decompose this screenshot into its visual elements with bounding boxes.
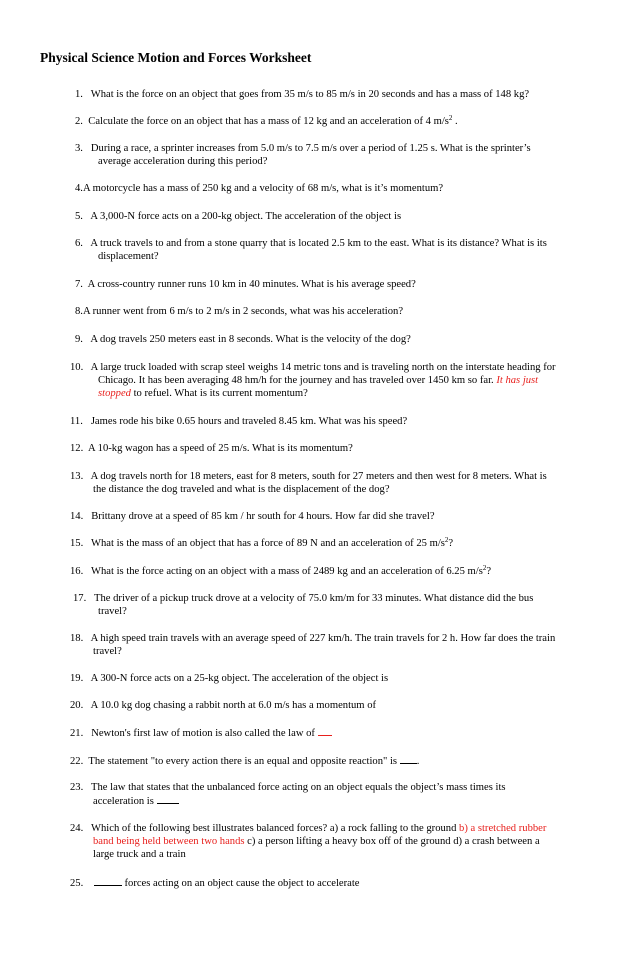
question-text-line3: to refuel. What is its current momentum? bbox=[130, 388, 308, 399]
question-text-line2: displacement? bbox=[98, 251, 159, 262]
question-25 bbox=[70, 876, 360, 891]
question-number: 21. bbox=[70, 728, 84, 739]
highlighted-text: stopped bbox=[98, 388, 131, 399]
question-number: 3. bbox=[75, 143, 83, 154]
question-text: A 10-kg wagon has a speed of 25 m/s. What is its momentum? bbox=[87, 443, 353, 454]
question-13-line2 bbox=[93, 483, 390, 497]
question-text: 4.A motorcycle has a mass of 250 kg and a velocity of 68 m/s, what is it’s momentum? bbox=[75, 183, 444, 194]
question-6 bbox=[75, 237, 547, 251]
question-text: A 300-N force acts on a 25-kg object. The acceleration of the object is bbox=[90, 673, 389, 684]
question-text: forces acting on an object cause the object to accelerate bbox=[121, 878, 360, 889]
question-text-line2: Chicago. It has been averaging 48 hm/h for the journey and has traveled over 1450 km so far. bbox=[98, 375, 497, 386]
question-number: 13. bbox=[70, 471, 84, 482]
question-10 bbox=[70, 361, 556, 375]
answer-blank[interactable] bbox=[400, 754, 417, 764]
question-number: 6. bbox=[75, 238, 83, 249]
question-13 bbox=[70, 470, 547, 484]
superscript: 2 bbox=[482, 564, 487, 572]
question-12 bbox=[70, 442, 353, 456]
question-number: 25. bbox=[70, 878, 84, 889]
question-10-line2 bbox=[98, 374, 538, 388]
question-text-line1: A large truck loaded with scrap steel weighs 14 metric tons and is traveling north on the interstate heading for bbox=[90, 362, 556, 373]
question-text-line2: average acceleration during this period? bbox=[98, 156, 268, 167]
highlighted-answer: band being held between two hands bbox=[93, 836, 245, 847]
question-number: 1. bbox=[75, 89, 83, 100]
question-text: A 3,000-N force acts on a 200-kg object. The acceleration of the object is bbox=[90, 211, 402, 222]
question-text-line1: The driver of a pickup truck drove at a velocity of 75.0 km/m for 33 minutes. What distance did the bus bbox=[94, 593, 534, 604]
question-18-line2 bbox=[93, 645, 122, 659]
question-11 bbox=[70, 415, 407, 429]
question-10-line3 bbox=[98, 387, 308, 401]
question-number: 17. bbox=[73, 593, 87, 604]
question-number: 5. bbox=[75, 211, 83, 222]
question-number: 14. bbox=[70, 511, 84, 522]
question-text-line2: the distance the dog traveled and what is the displacement of the dog? bbox=[93, 484, 390, 495]
question-24-line3 bbox=[93, 848, 186, 862]
question-text: The statement "to every action there is an equal and opposite reaction" is bbox=[88, 756, 400, 767]
highlighted-answer: b) a stretched rubber bbox=[459, 823, 547, 834]
question-4 bbox=[75, 182, 443, 196]
question-text-line2: travel? bbox=[93, 646, 122, 657]
question-text-line1: The law that states that the unbalanced force acting on an object equals the object’s mass times its bbox=[91, 782, 506, 793]
question-number: 12. bbox=[70, 443, 84, 454]
question-text-line1: A truck travels to and from a stone quarry that is located 2.5 km to the east. What is its distance? What is its bbox=[90, 238, 547, 249]
question-3 bbox=[75, 142, 531, 156]
question-23 bbox=[70, 781, 506, 795]
question-text: What is the mass of an object that has a force of 89 N and an acceleration of 25 m/s bbox=[91, 538, 445, 549]
question-14 bbox=[70, 510, 435, 524]
answer-blank[interactable] bbox=[318, 726, 332, 736]
highlighted-text: It has just bbox=[496, 375, 539, 386]
superscript: 2 bbox=[444, 536, 449, 544]
question-20 bbox=[70, 699, 376, 713]
question-24-line2 bbox=[93, 835, 540, 849]
question-16 bbox=[70, 565, 491, 579]
question-number: 23. bbox=[70, 782, 84, 793]
question-text-line2: travel? bbox=[98, 606, 127, 617]
question-text: What is the force on an object that goes from 35 m/s to 85 m/s in 20 seconds and has a mass of 148 kg? bbox=[90, 89, 530, 100]
question-text-line1: A dog travels north for 18 meters, east for 8 meters, south for 27 meters and then west for 8 meters. What is bbox=[90, 471, 547, 482]
question-text-line2: c) a person lifting a heavy box off of the ground d) a crash between a bbox=[244, 836, 540, 847]
question-number: 19. bbox=[70, 673, 84, 684]
question-3-line2 bbox=[98, 155, 267, 169]
question-number: 16. bbox=[70, 566, 84, 577]
question-18 bbox=[70, 632, 555, 646]
question-9 bbox=[75, 333, 411, 347]
page-title: Physical Science Motion and Forces Worksheet bbox=[40, 50, 312, 65]
question-number: 2. bbox=[75, 116, 83, 127]
question-19 bbox=[70, 672, 388, 686]
question-text: Brittany drove at a speed of 85 km / hr south for 4 hours. How far did she travel? bbox=[91, 511, 435, 522]
question-text-end: . bbox=[452, 116, 458, 127]
question-text: What is the force acting on an object with a mass of 2489 kg and an acceleration of 6.25 m/s bbox=[91, 566, 483, 577]
superscript: 2 bbox=[448, 114, 453, 122]
question-number: 22. bbox=[70, 756, 84, 767]
question-text-end: . bbox=[416, 756, 420, 767]
question-8 bbox=[75, 305, 403, 319]
question-number: 10. bbox=[70, 362, 84, 373]
question-text-line2: acceleration is bbox=[93, 796, 157, 807]
question-number: 11. bbox=[70, 416, 83, 427]
question-22 bbox=[70, 754, 419, 769]
question-text: 8.A runner went from 6 m/s to 2 m/s in 2 seconds, what was his acceleration? bbox=[75, 306, 404, 317]
answer-blank[interactable] bbox=[94, 876, 122, 886]
question-number: 18. bbox=[70, 633, 84, 644]
question-text-line1: A high speed train travels with an average speed of 227 km/h. The train travels for 2 h. How far does the train bbox=[90, 633, 556, 644]
question-text: A 10.0 kg dog chasing a rabbit north at 6.0 m/s has a momentum of bbox=[90, 700, 377, 711]
question-23-line2 bbox=[93, 794, 179, 809]
question-17 bbox=[73, 592, 533, 606]
question-15 bbox=[70, 537, 453, 551]
question-number: 24. bbox=[70, 823, 84, 834]
question-text: James rode his bike 0.65 hours and traveled 8.45 km. What was his speed? bbox=[90, 416, 408, 427]
question-7 bbox=[75, 278, 416, 292]
question-text: Newton's first law of motion is also called the law of bbox=[91, 728, 318, 739]
question-text-end: ? bbox=[486, 566, 492, 577]
question-text-end: ? bbox=[448, 538, 454, 549]
question-24 bbox=[70, 822, 546, 836]
question-text-line3: large truck and a train bbox=[93, 849, 186, 860]
question-number: 9. bbox=[75, 334, 83, 345]
question-1 bbox=[75, 88, 529, 102]
question-text: Calculate the force on an object that has a mass of 12 kg and an acceleration of 4 m/s bbox=[88, 116, 449, 127]
question-6-line2 bbox=[98, 250, 159, 264]
question-5 bbox=[75, 210, 401, 224]
question-text-line1: During a race, a sprinter increases from 5.0 m/s to 7.5 m/s over a period of 1.25 s. What is the sprinter’s bbox=[90, 143, 531, 154]
answer-blank[interactable] bbox=[157, 794, 179, 804]
question-number: 15. bbox=[70, 538, 84, 549]
question-21 bbox=[70, 726, 332, 741]
question-number: 20. bbox=[70, 700, 84, 711]
question-2 bbox=[75, 115, 458, 129]
question-number: 7. bbox=[75, 279, 83, 290]
question-text-line1: Which of the following best illustrates balanced forces? a) a rock falling to the ground bbox=[91, 823, 460, 834]
question-17-line2 bbox=[98, 605, 127, 619]
question-text: A dog travels 250 meters east in 8 seconds. What is the velocity of the dog? bbox=[90, 334, 411, 345]
question-text: A cross-country runner runs 10 km in 40 minutes. What is his average speed? bbox=[87, 279, 416, 290]
